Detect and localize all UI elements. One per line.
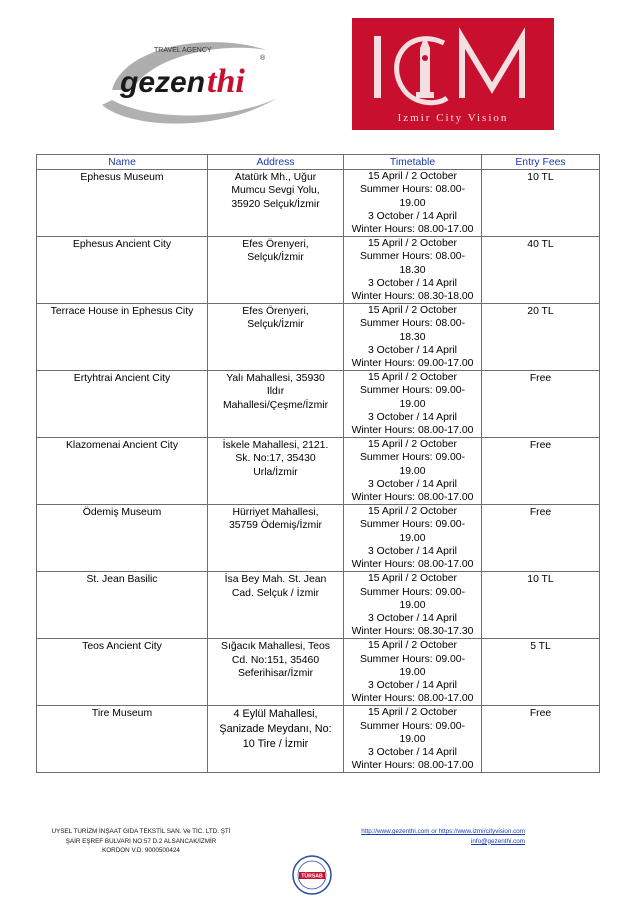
timetable-line: Winter Hours: 08.00-17.00 [351,693,474,705]
address-line: Mahallesi/Çeşme/İzmir [222,399,329,411]
timetable-line: Winter Hours: 08.00-17.00 [351,224,474,236]
table-row [37,170,600,237]
cell-address [208,706,344,773]
table-row [37,639,600,706]
table-row [37,438,600,505]
cell-address [208,505,344,572]
cell-entry-fee: 10 TL [482,170,600,237]
cell-name: Klazomenai Ancient City [37,438,208,505]
cell-name: St. Jean Basilic [37,572,208,639]
company-name: UYSEL TURİZM İNŞAAT GIDA TEKSTİL SAN. Ve TİC. LTD. ŞTİ [51,828,231,835]
timetable-line: 3 October / 14 April [368,277,457,289]
timetable-line: Summer Hours: 09.00-19.00 [359,653,466,678]
company-address [36,827,246,856]
timetable-line: 15 April / 2 October [368,439,457,451]
cell-timetable [344,237,482,304]
address-line: 10 Tire / İzmir [242,738,309,751]
timetable-line: 3 October / 14 April [368,344,457,356]
address-line: Mumcu Sevgi Yolu, [231,185,320,197]
cell-address [208,304,344,371]
timetable-line: Winter Hours: 08.00-17.00 [351,760,474,772]
address-line: 4 Eylül Mahallesi, [233,708,318,721]
cell-entry-fee: Free [482,438,600,505]
column-header-name: Name [37,155,208,170]
column-header-entry-fees: Entry Fees [482,155,600,170]
cell-name: Terrace House in Ephesus City [37,304,208,371]
timetable-line: 15 April / 2 October [368,640,457,652]
cell-entry-fee: Free [482,505,600,572]
tursab-seal-icon [292,855,332,895]
address-line: Efes Örenyeri, [242,239,309,251]
logo-registered: ® [260,55,266,62]
email-link[interactable]: info@gezenthi.com [471,837,525,845]
column-header-address: Address [208,155,344,170]
timetable-line: Summer Hours: 09.00-19.00 [359,586,466,611]
timetable-line: 15 April / 2 October [368,305,457,317]
timetable-line: Summer Hours: 08.00-19.00 [359,184,466,209]
timetable-line: Winter Hours: 08.00-17.00 [351,559,474,571]
table-row [37,237,600,304]
address-line: İsa Bey Mah. St. Jean [224,574,327,586]
gezenthi-logo [92,20,292,132]
company-tax-office: KORDON V.D. 9000500424 [102,847,180,854]
timetable-line: 3 October / 14 April [368,411,457,423]
table-row [37,706,600,773]
address-line: İskele Mahallesi, 2121. [222,440,329,452]
cell-address [208,371,344,438]
logo-brand-a: gezen [120,66,206,99]
cell-entry-fee: 5 TL [482,639,600,706]
cell-entry-fee: 40 TL [482,237,600,304]
cell-timetable [344,572,482,639]
cell-timetable [344,304,482,371]
cell-address [208,237,344,304]
timetable-line: 15 April / 2 October [368,573,457,585]
cell-timetable [344,170,482,237]
table-row [37,505,600,572]
cell-timetable [344,639,482,706]
address-line: Sk. No:17, 35430 [235,453,316,465]
address-line: Selçuk/İzmir [247,319,304,331]
cell-name: Ephesus Ancient City [37,237,208,304]
timetable-line: 15 April / 2 October [368,707,457,719]
website-links[interactable]: http://www.gezenthi.com or https://www.izmircityvision.com [361,828,525,835]
timetable-line: 15 April / 2 October [368,171,457,183]
address-line: Urla/İzmir [253,466,298,478]
cell-entry-fee: 20 TL [482,304,600,371]
cell-timetable [344,505,482,572]
cell-name: Ödemiş Museum [37,505,208,572]
cell-entry-fee: Free [482,371,600,438]
timetable-line: 3 October / 14 April [368,478,457,490]
address-line: Atatürk Mh., Uğur [234,172,317,184]
company-street: ŞAİR EŞREF BULVARI NO:57 D.2 ALSANCAK/İZMİR [65,837,217,845]
cell-entry-fee: Free [482,706,600,773]
timetable-line: 15 April / 2 October [368,506,457,518]
table-row [37,304,600,371]
cell-address [208,572,344,639]
cell-address [208,170,344,237]
timetable-line: 15 April / 2 October [368,238,457,250]
cell-timetable [344,371,482,438]
address-line: Ildır [266,386,285,398]
logo-caption: Izmir City Vision [397,112,509,124]
address-line: Şanizade Meydanı, No: [219,723,332,736]
timetable-line: 3 October / 14 April [368,612,457,624]
izmir-city-vision-logo [352,18,554,130]
address-line: Selçuk/İzmir [247,252,304,264]
address-line: Hürriyet Mahallesi, [232,507,319,519]
address-line: Cd. No:151, 35460 [231,654,320,666]
museum-table [36,154,599,773]
cell-name: Ephesus Museum [37,170,208,237]
timetable-line: 15 April / 2 October [368,372,457,384]
table-row [37,572,600,639]
seal-text: TÜRSAB [301,873,323,880]
timetable-line: Summer Hours: 09.00-19.00 [359,452,466,477]
logo-tagline: TRAVEL AGENCY [154,47,212,54]
address-line: Cad. Selçuk / İzmir [231,587,320,599]
address-line: 35759 Ödemiş/İzmir [229,520,322,532]
table-header-row [37,155,600,170]
timetable-line: Winter Hours: 08.30-17.30 [351,626,474,638]
address-line: Yalı Mahallesi, 35930 [226,373,325,385]
timetable-line: Summer Hours: 09.00-19.00 [359,720,466,745]
timetable-line: 3 October / 14 April [368,210,457,222]
cell-address [208,639,344,706]
cell-entry-fee: 10 TL [482,572,600,639]
cell-name: Teos Ancient City [37,639,208,706]
timetable-line: Winter Hours: 08.00-17.00 [351,425,474,437]
cell-address [208,438,344,505]
table-row [37,371,600,438]
cell-name: Ertyhtrai Ancient City [37,371,208,438]
timetable-line: 3 October / 14 April [368,545,457,557]
timetable-line: Winter Hours: 08.00-17.00 [351,492,474,504]
table-body [37,170,600,773]
timetable-line: Summer Hours: 08.00-18.30 [359,251,466,276]
address-line: Sığacık Mahallesi, Teos [221,641,330,653]
timetable-line: 3 October / 14 April [368,679,457,691]
cell-name: Tire Museum [37,706,208,773]
address-line: Seferihisar/İzmir [237,667,314,679]
timetable-line: Winter Hours: 08.30-18.00 [351,291,474,303]
column-header-timetable: Timetable [344,155,482,170]
timetable-line: Summer Hours: 09.00-19.00 [359,385,466,410]
logo-brand-b: thi [207,63,245,100]
cell-timetable [344,706,482,773]
footer-contact [290,827,525,846]
address-line: Efes Örenyeri, [242,306,309,318]
timetable-line: Summer Hours: 08.00-18.30 [359,318,466,343]
address-line: 35920 Selçuk/İzmir [231,198,320,210]
timetable-line: Summer Hours: 09.00-19.00 [359,519,466,544]
cell-timetable [344,438,482,505]
timetable-line: 3 October / 14 April [368,746,457,758]
timetable-line: Winter Hours: 09.00-17.00 [351,358,474,370]
